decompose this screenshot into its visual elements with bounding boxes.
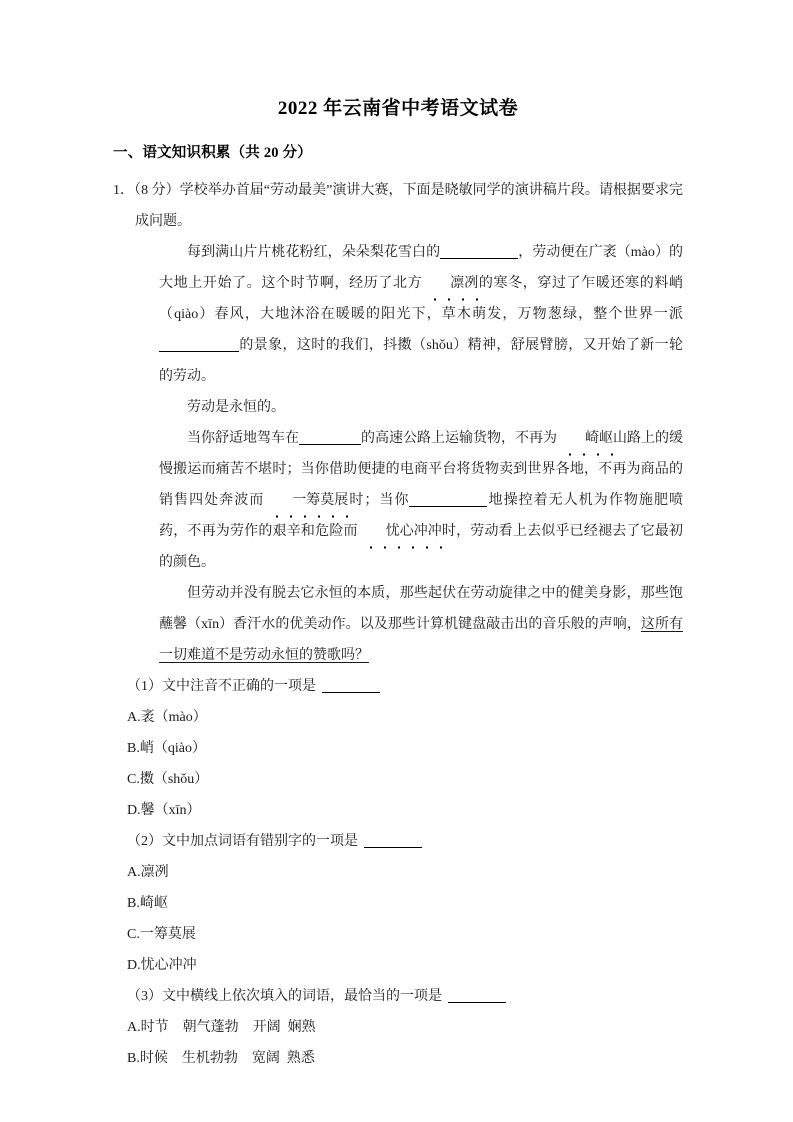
fill-blank-1[interactable] — [440, 245, 518, 259]
page-content — [113, 96, 683, 1074]
section-heading: 一、语文知识积累（共 20 分） — [113, 144, 312, 161]
sub-question-3-text: （3）文中横线上依次填入的词语，最恰当的一项是 — [127, 989, 442, 1005]
option-1-b[interactable]: B.峭（qiào） — [127, 741, 206, 757]
answer-blank-1[interactable] — [322, 679, 380, 693]
page-title: 2022 年云南省中考语文试卷 — [277, 98, 519, 119]
option-3-a[interactable]: A.时节 朝气蓬勃 开阔 娴熟 — [127, 1020, 316, 1036]
passage-text: 的景象，这时的我们，抖擞（shǒu）精神，舒展臂膀，又开始了新一轮的劳动。 — [159, 338, 683, 385]
passage-text: 时，劳动看上去似乎已经褪去了它最初的颜色。 — [159, 524, 684, 571]
passage-text: 山路上的缓慢搬运而痛苦不堪时；当你借助便捷的电商平台将货物卖到世界各地，不再为商品的销售四处奔波而 — [159, 431, 683, 509]
sub-question-2-label — [113, 826, 683, 857]
sub-question-3-label — [113, 981, 683, 1012]
passage-text: 当你舒适地驾车在 — [187, 431, 299, 447]
passage-text: 时；当你 — [348, 493, 410, 509]
underlined-sentence: 这所有一切难道不是劳动永恒的赞歌吗？ — [159, 617, 684, 664]
option-2-d[interactable]: D.忧心冲冲 — [127, 958, 197, 974]
fill-blank-3[interactable] — [299, 431, 361, 445]
passage-paragraph-4 — [159, 578, 683, 671]
question-1-passage — [113, 237, 683, 671]
emphasis-dotted-yichoumozhan: 一筹莫展 — [264, 485, 348, 516]
passage-text: ，劳动便在广袤（mào）的大地上开始了。这个时节啊，经历了北方 — [159, 245, 684, 292]
option-1-c[interactable]: C.擞（shǒu） — [127, 772, 209, 788]
answer-blank-3[interactable] — [448, 989, 506, 1003]
emphasis-dotted-qiqu: 崎岖 — [557, 423, 613, 454]
sub-question-1-text: （1）文中注音不正确的一项是 — [127, 679, 316, 695]
sub-question-1-label — [113, 671, 683, 702]
option-1-a[interactable]: A.袤（mào） — [127, 710, 207, 726]
emphasis-dotted-linglie: 凛冽 — [422, 268, 478, 299]
answer-blank-2[interactable] — [364, 834, 422, 848]
emphasis-dotted-youxinchongchong: 忧心冲冲 — [358, 516, 442, 547]
option-3-b[interactable]: B.时候 生机勃勃 宽阔 熟悉 — [127, 1051, 315, 1067]
passage-text: 的寒冬，穿过了乍暖还寒的料峭（qiào）春风，大地沐浴在暖暖的阳光下，草木萌发，万物葱绿，整个世界一派 — [159, 276, 683, 323]
passage-paragraph-2: 劳动是永恒的。 — [187, 400, 285, 416]
passage-paragraph-3 — [159, 423, 683, 578]
fill-blank-2[interactable] — [159, 338, 239, 352]
passage-text: 但劳动并没有脱去它永恒的本质，那些起伏在劳动旋律之中的健美身影，那些饱蘸馨（xīn）香汗水的优美动作。以及那些计算机键盘敲击出的音乐般的声响， — [159, 586, 683, 633]
passage-text: 地操控着无人机为作物施肥喷药，不再为劳作的艰辛和危险而 — [159, 493, 684, 540]
sub-question-2-text: （2）文中加点词语有错别字的一项是 — [127, 834, 358, 850]
option-2-b[interactable]: B.崎岖 — [127, 896, 168, 912]
option-1-d[interactable]: D.馨（xīn） — [127, 803, 201, 819]
fill-blank-4[interactable] — [409, 493, 487, 507]
passage-text: 每到满山片片桃花粉红，朵朵梨花雪白的 — [187, 245, 441, 261]
passage-text: 的高速公路上运输货物，不再为 — [361, 431, 557, 447]
option-2-c[interactable]: C.一筹莫展 — [127, 927, 196, 943]
passage-paragraph-1 — [159, 237, 683, 392]
option-2-a[interactable]: A.凛冽 — [127, 865, 169, 881]
question-1-stem: 1．（8 分）学校举办首届“劳动最美”演讲大赛，下面是晓敏同学的演讲稿片段。请根据要求完成问题。 — [113, 183, 683, 230]
